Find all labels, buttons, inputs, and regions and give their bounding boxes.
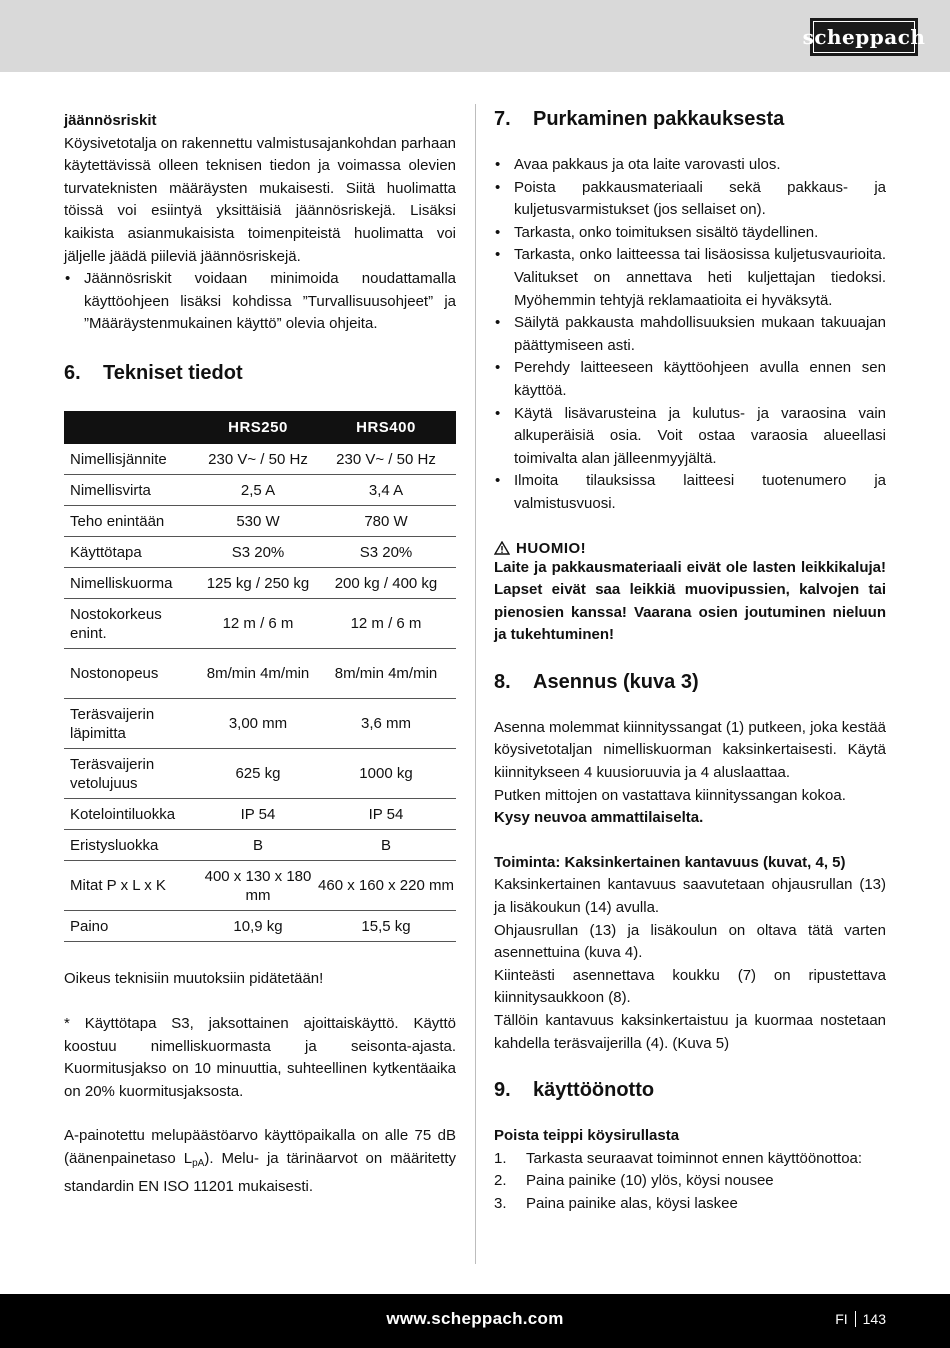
left-column — [64, 110, 456, 1198]
section-title: Tekniset tiedot — [103, 361, 243, 384]
table-row — [64, 444, 456, 475]
table-cell: 780 W — [316, 506, 456, 537]
step-item — [494, 1193, 886, 1216]
table-row — [64, 537, 456, 568]
tape-removal-title: Poista teippi köysirullasta — [494, 1127, 680, 1145]
table-row — [64, 861, 456, 911]
language-code: FI — [835, 1311, 848, 1327]
table-cell: Nostokorkeus enint. — [64, 599, 200, 649]
brand-logo — [802, 18, 926, 56]
table-row — [64, 599, 456, 649]
assembly-text: Kiinteästi asennettava koukku (7) on ripustettava kiinnitysaukkoon (8). — [494, 966, 886, 1007]
table-cell: Teho enintään — [64, 506, 200, 537]
table-row — [64, 799, 456, 830]
table-cell: Nimellisjännite — [64, 444, 200, 475]
table-cell: 15,5 kg — [316, 911, 456, 942]
logo-text: scheppach — [802, 25, 926, 49]
table-cell: 3,6 mm — [316, 699, 456, 749]
section-8-heading — [494, 669, 886, 695]
table-cell: 625 kg — [200, 749, 316, 799]
list-item: • Avaa pakkaus ja ota laite varovasti ulos. — [494, 154, 886, 177]
table-row — [64, 749, 456, 799]
tech-changes-note: Oikeus teknisiin muutoksiin pidätetään! — [64, 970, 324, 988]
step-number: 3. — [494, 1194, 507, 1212]
table-cell: 230 V~ / 50 Hz — [200, 444, 316, 475]
table-cell: Paino — [64, 911, 200, 942]
list-item: • Tarkasta, onko toimituksen sisältö täydellinen. — [494, 222, 886, 245]
assembly-text: Tällöin kantavuus kaksinkertaistuu ja kuormaa nostetaan kahdella teräsvaijerilla (4). (Kuva 5) — [494, 1012, 886, 1052]
list-item: • Poista pakkausmateriaali sekä pakkaus- ja kuljetusvarmistukset (jos sellaiset on). — [494, 177, 886, 222]
double-capacity-title: Toiminta: Kaksinkertainen kantavuus (kuvat, 4, 5) — [494, 853, 846, 871]
residual-risk-list — [64, 268, 456, 336]
table-cell: 230 V~ / 50 Hz — [316, 444, 456, 475]
table-cell: 12 m / 6 m — [316, 599, 456, 649]
table-cell: B — [200, 830, 316, 861]
table-cell: Nimelliskuorma — [64, 568, 200, 599]
list-item: • Ilmoita tilauksissa laitteesi tuotenumero ja valmistusvuosi. — [494, 470, 886, 515]
duty-cycle-note: * Käyttötapa S3, jaksottainen ajoittaiskäyttö. Käyttö koostuu nimelliskuormasta ja seisonta-ajasta. Kuormitusjakso on 10 minuuttia, suhteellinen kytkentäaika on 20% kuormitusjaksosta. — [64, 1015, 456, 1100]
section-9-heading — [494, 1077, 886, 1103]
step-item — [494, 1170, 886, 1193]
list-item: • Säilytä pakkausta mahdollisuuksien mukaan takuuajan päättymiseen asti. — [494, 312, 886, 357]
table-row — [64, 699, 456, 749]
table-cell: IP 54 — [200, 799, 316, 830]
step-text: Tarkasta seuraavat toiminnot ennen käyttöönottoa: — [526, 1149, 863, 1167]
assembly-text: Ohjausrullan (13) ja lisäkoulun on oltava tätä varten asennettuina (kuva 4). — [494, 921, 886, 962]
step-text: Paina painike alas, köysi laskee — [526, 1194, 738, 1212]
table-cell: Eristysluokka — [64, 830, 200, 861]
table-row — [64, 568, 456, 599]
table-cell: Käyttötapa — [64, 537, 200, 568]
table-cell: 200 kg / 400 kg — [316, 568, 456, 599]
table-cell: 10,9 kg — [200, 911, 316, 942]
noise-note-part-2: ). Melu- ja tärinäarvot on määritetty standardin EN ISO 11201 mukaisesti. — [64, 1150, 456, 1195]
warning-triangle-icon — [494, 541, 510, 555]
list-item: • Perehdy laitteeseen käyttöohjeen avulla ennen sen käyttöä. — [494, 357, 886, 402]
table-cell: Nimellisvirta — [64, 475, 200, 506]
table-header-row — [64, 411, 456, 444]
page-separator — [855, 1311, 856, 1327]
section-number: 6. — [64, 361, 81, 384]
assembly-text: Asenna molemmat kiinnityssangat (1) putkeen, joka kestää köysivetotaljan nimelliskuorman kaksinkertaisesti. Käytä kiinnitykseen 4 kuusioruuvia ja 4 aluslaattaa. — [494, 718, 886, 782]
table-cell: 8m/min 4m/min — [316, 649, 456, 699]
assembly-text: Kaksinkertainen kantavuus saavutetaan ohjausrullan (13) ja lisäkoukun (14) avulla. — [494, 876, 886, 917]
table-cell: 400 x 130 x 180 mm — [200, 861, 316, 911]
startup-steps — [494, 1148, 886, 1216]
noise-note — [64, 1125, 456, 1198]
column-divider — [475, 104, 476, 1264]
page-indicator — [835, 1311, 886, 1327]
table-row — [64, 830, 456, 861]
step-text: Paina painike (10) ylös, köysi nousee — [526, 1172, 774, 1190]
page-number: 143 — [862, 1311, 886, 1327]
table-row — [64, 649, 456, 699]
step-item — [494, 1148, 886, 1171]
table-cell: 530 W — [200, 506, 316, 537]
table-cell: 125 kg / 250 kg — [200, 568, 316, 599]
table-cell: Kotelointiluokka — [64, 799, 200, 830]
warning-text: Laite ja pakkausmateriaali eivät ole lasten leikkikaluja! Lapset eivät saa leikkiä muovipussien, kalvojen tai pienosien kanssa! Vaarana osien joutuminen nieluun ja tukehtuminen! — [494, 558, 886, 644]
section-number: 8. — [494, 670, 511, 693]
table-cell: Mitat P x L x K — [64, 861, 200, 911]
table-cell: S3 20% — [316, 537, 456, 568]
assembly-text: Putken mittojen on vastattava kiinnityssangan kokoa. — [494, 786, 846, 804]
header-bar — [0, 0, 950, 72]
unpacking-list — [494, 154, 886, 516]
table-cell: 460 x 160 x 220 mm — [316, 861, 456, 911]
warning-label: HUOMIO! — [516, 539, 587, 557]
section-number: 7. — [494, 108, 511, 130]
section-number: 9. — [494, 1079, 511, 1102]
table-cell: 8m/min 4m/min — [200, 649, 316, 699]
tech-specs-table — [64, 411, 456, 943]
footer-bar — [0, 1294, 950, 1348]
table-cell: 2,5 A — [200, 475, 316, 506]
section-title: Asennus (kuva 3) — [533, 670, 699, 693]
table-header-cell — [64, 411, 200, 444]
table-cell: Nostonopeus — [64, 649, 200, 699]
list-item: • Tarkasta, onko laitteessa tai lisäosissa kuljetusvaurioita. Valitukset on annettava heti kuljettajan tiedoksi. Myöhemmin tehtyjä reklamaatioita ei hyväksytä. — [494, 244, 886, 312]
step-number: 2. — [494, 1172, 507, 1190]
noise-note-part-1: A-painotettu melupäästöarvo käyttöpaikalla on alle 75 dB (äänenpainetaso L — [64, 1127, 456, 1167]
table-cell: Teräsvaijerin vetolujuus — [64, 749, 200, 799]
table-cell: 3,4 A — [316, 475, 456, 506]
residual-risk-text: Köysivetotalja on rakennettu valmistusajankohdan parhaan käytettävissä olleen teknisen tiedon ja voimassa olevien turvateknisten määräysten mukaisesti. Siitä huolimatta töissä voi esiintyä yksittäisiä jäännösriskejä. Lisäksi kaikista asianmukaisista toimenpiteistä huolimatta voi jäljelle jäädä piileviä jäännösriskejä. — [64, 134, 456, 265]
table-row — [64, 911, 456, 942]
table-cell: 1000 kg — [316, 749, 456, 799]
table-cell: Teräsvaijerin läpimitta — [64, 699, 200, 749]
residual-risk-bullet: • Jäännösriskit voidaan minimoida noudattamalla käyttöohjeen lisäksi kohdissa ”Turvallisuusohjeet” ja ”Määräystenmukainen käyttö” olevia ohjeita. — [64, 268, 456, 336]
table-cell: B — [316, 830, 456, 861]
assembly-advice: Kysy neuvoa ammattilaiselta. — [494, 809, 704, 827]
noise-note-subscript: pA — [192, 1158, 205, 1169]
table-row — [64, 506, 456, 537]
warning-heading — [494, 540, 886, 557]
section-6-heading — [64, 360, 456, 386]
website-link[interactable]: www.scheppach.com — [386, 1309, 564, 1328]
table-cell: 3,00 mm — [200, 699, 316, 749]
table-header-cell: HRS250 — [200, 411, 316, 444]
table-cell: S3 20% — [200, 537, 316, 568]
step-number: 1. — [494, 1149, 507, 1167]
section-title: Purkaminen pakkauksesta — [533, 108, 785, 130]
section-title: käyttöönotto — [533, 1079, 655, 1102]
table-header-cell: HRS400 — [316, 411, 456, 444]
section-7-heading — [494, 106, 886, 132]
right-column — [494, 106, 886, 1216]
table-row — [64, 475, 456, 506]
table-cell: IP 54 — [316, 799, 456, 830]
residual-risk-title: jäännösriskit — [64, 112, 157, 129]
table-cell: 12 m / 6 m — [200, 599, 316, 649]
list-item: • Käytä lisävarusteina ja kulutus- ja varaosina vain alkuperäisiä osia. Voit ostaa varaosia alueellasi toimivalta alan jälleenmyyjältä. — [494, 403, 886, 471]
